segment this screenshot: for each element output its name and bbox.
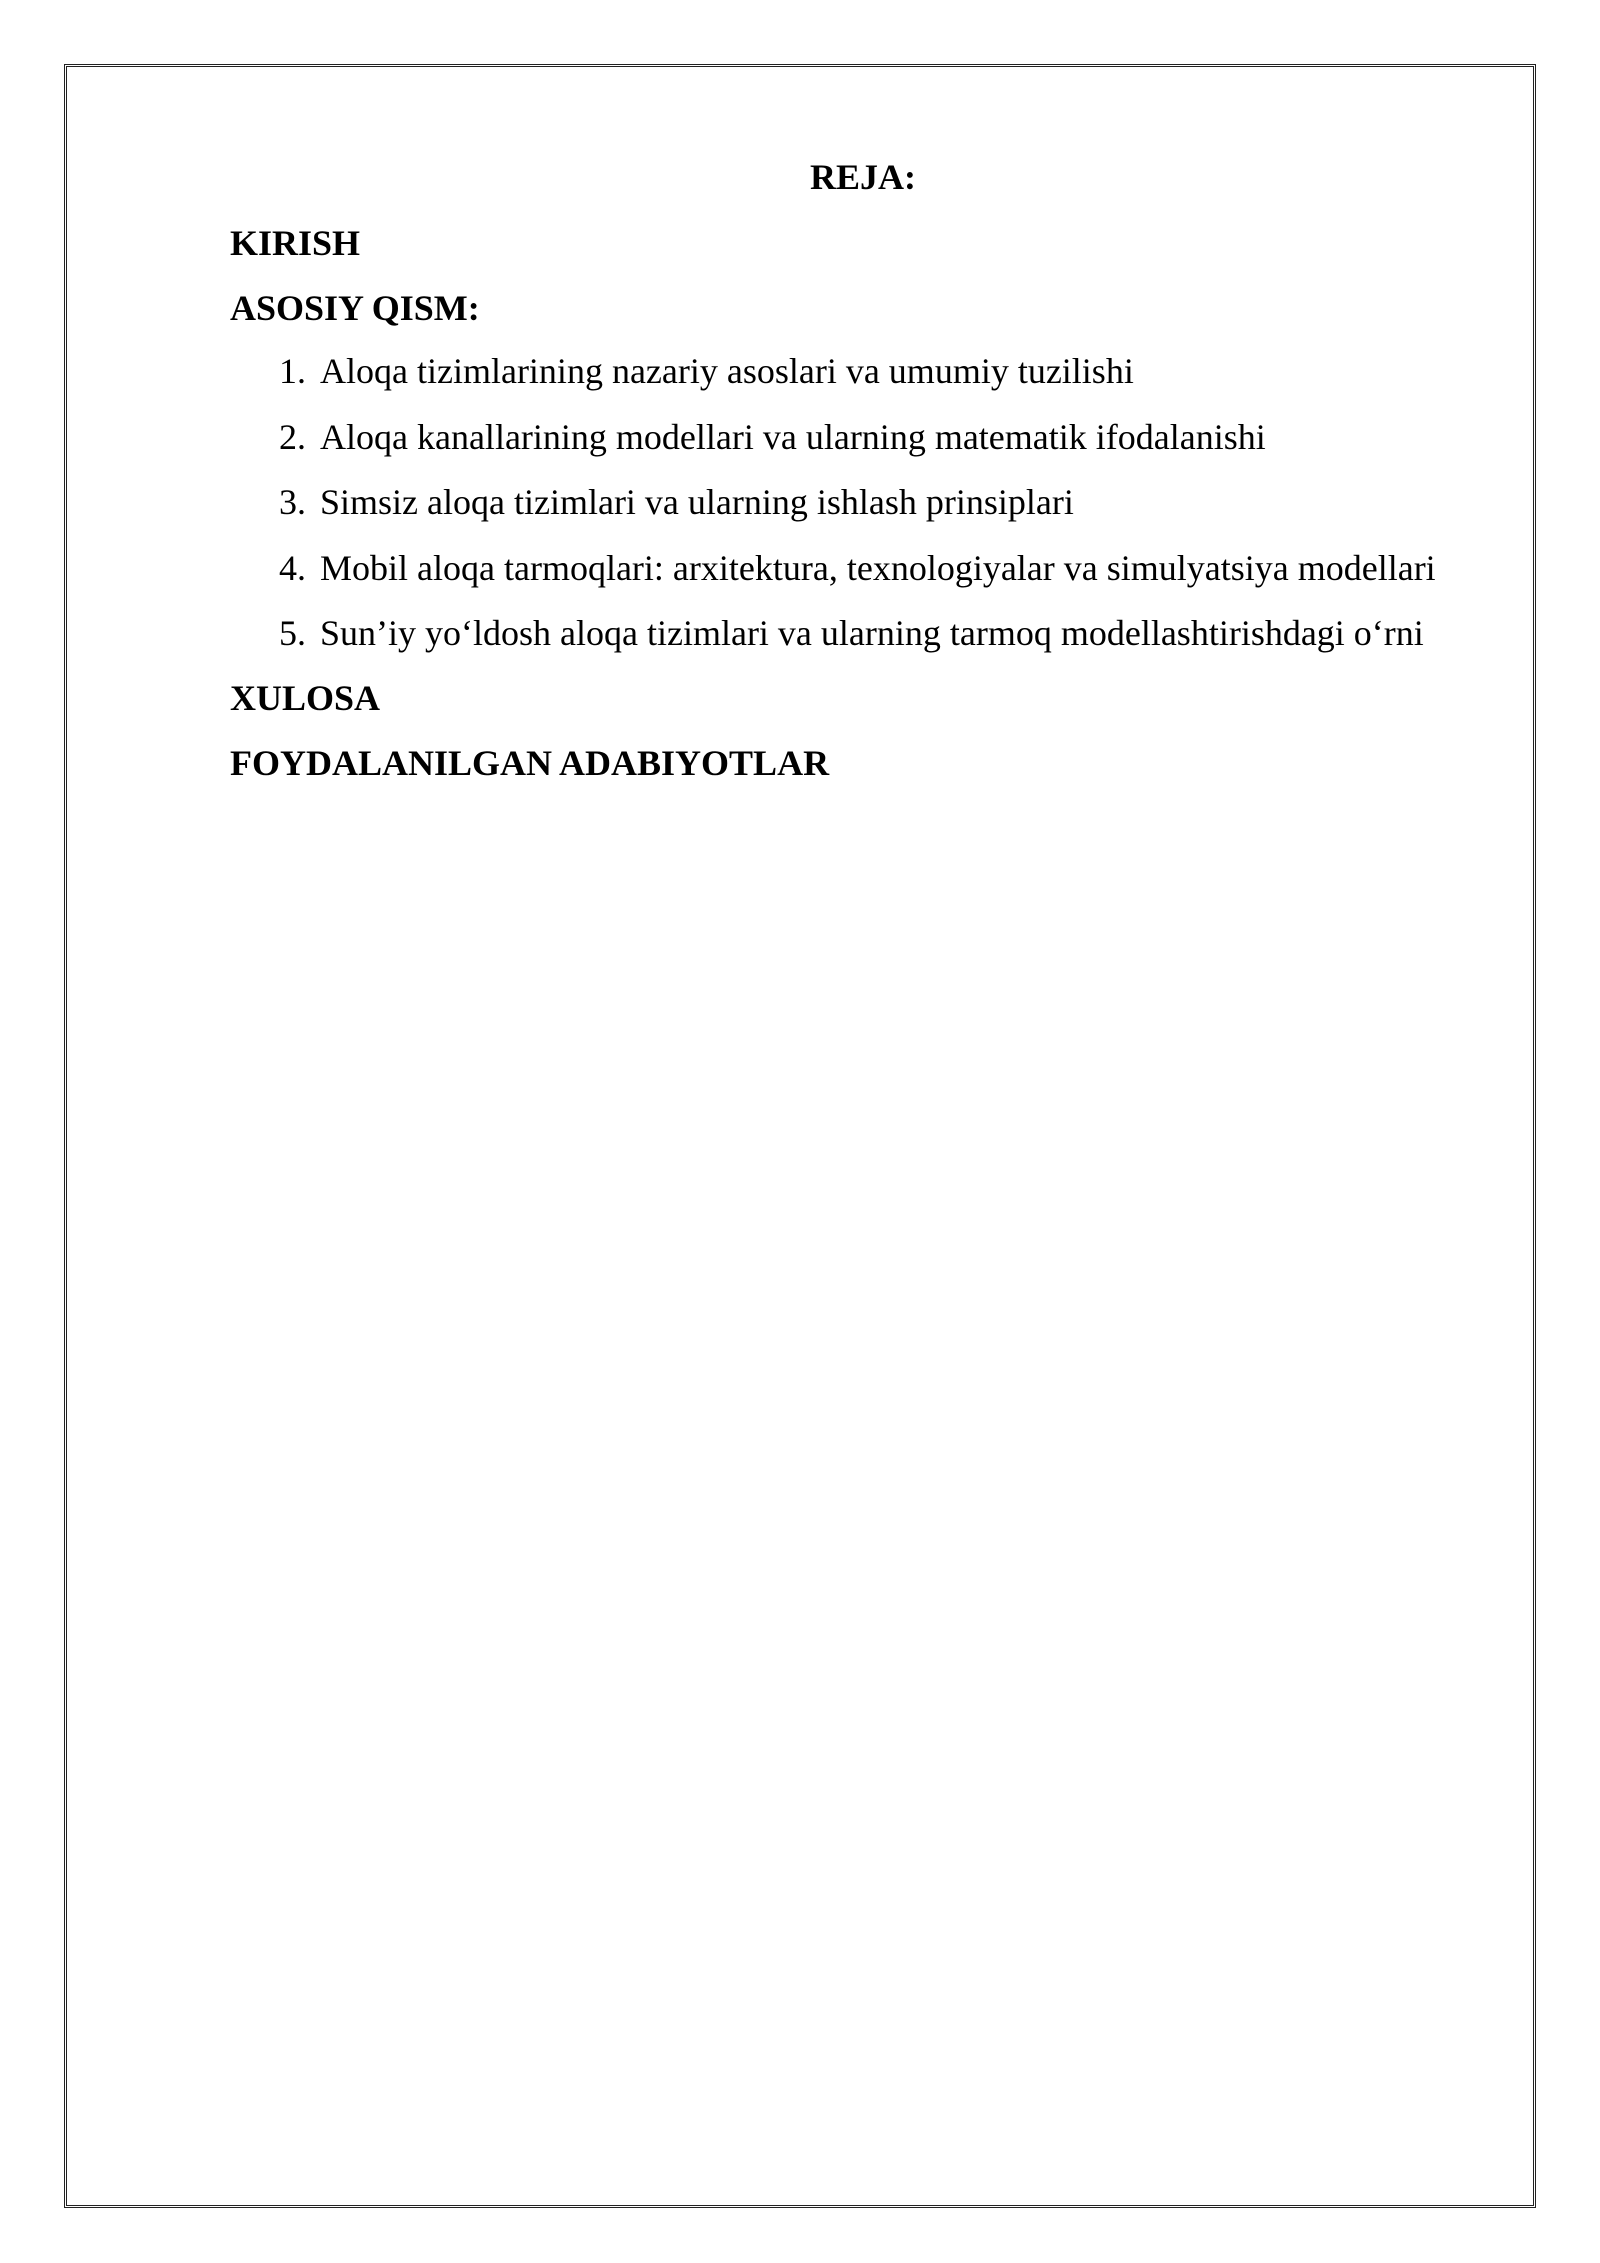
list-item-number: 3. (279, 482, 306, 522)
list-item-text: Aloqa kanallarining modellari va ularning matematik ifodalanishi (320, 416, 1266, 457)
contents-list (230, 344, 1436, 672)
list-item-number: 2. (279, 416, 306, 457)
heading-main-part: ASOSIY QISM: (230, 288, 480, 328)
list-item-number: 1. (279, 351, 306, 391)
list-item (230, 606, 1436, 672)
heading-intro: KIRISH (230, 223, 361, 263)
list-item-text: Mobil aloqa tarmoqlari: arxitektura, texnologiyalar va simulyatsiya modellari (320, 547, 1436, 588)
list-item (230, 541, 1436, 607)
heading-references: FOYDALANILGAN ADABIYOTLAR (230, 743, 830, 783)
list-item-text: Simsiz aloqa tizimlari va ularning ishlash prinsiplari (320, 482, 1074, 522)
list-item (230, 344, 1436, 410)
list-item-text: Sun’iy yo‘ldosh aloqa tizimlari va ularning tarmoq modellashtirishdagi o‘rni (320, 613, 1424, 653)
heading-conclusion: XULOSA (230, 678, 381, 718)
list-item (230, 475, 1436, 541)
list-item-text: Aloqa tizimlarining nazariy asoslari va umumiy tuzilishi (320, 351, 1134, 391)
list-item-number: 4. (279, 547, 306, 588)
list-item (230, 410, 1436, 476)
document-title: REJA: (810, 157, 916, 197)
list-item-number: 5. (279, 613, 306, 653)
